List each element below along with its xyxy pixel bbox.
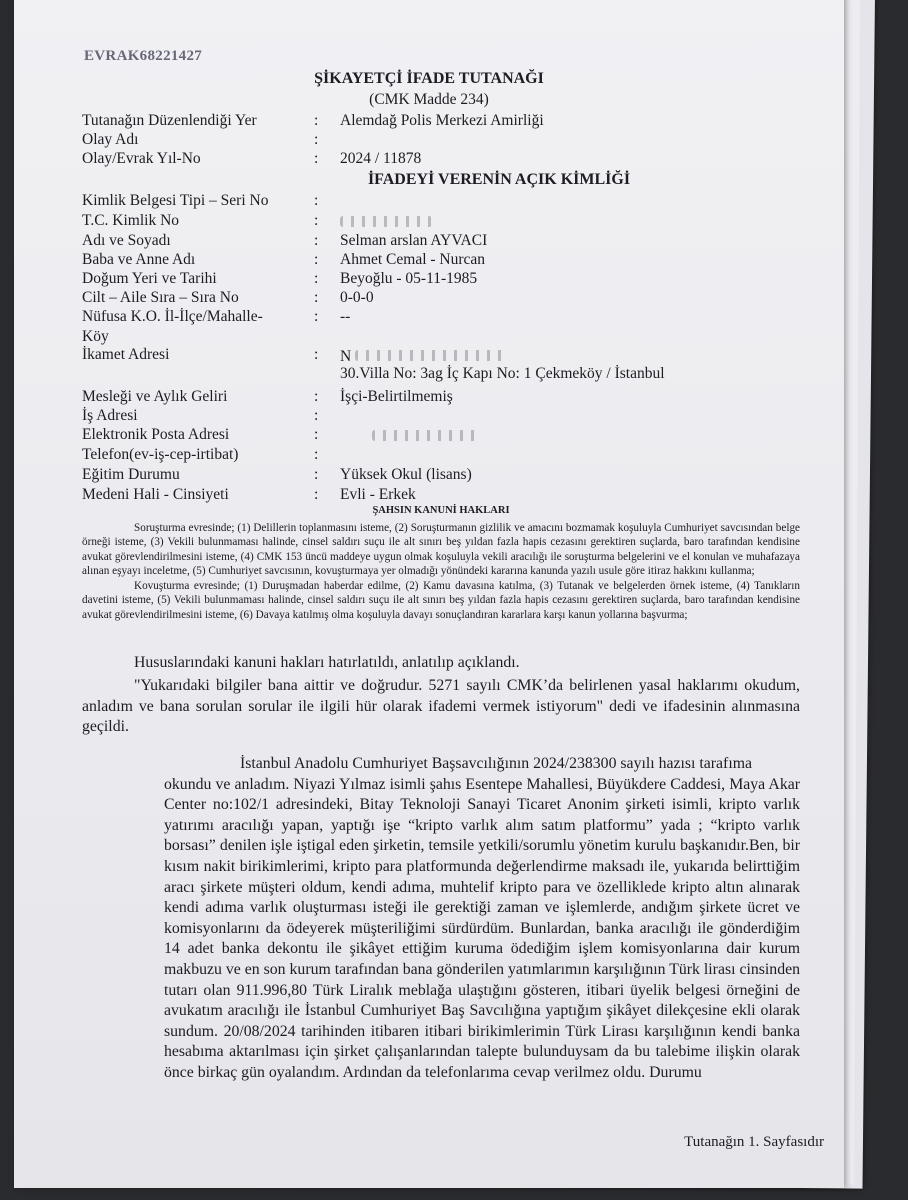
rights-prosecution: Kovuşturma evresinde; (1) Duruşmadan haberdar edilme, (2) Kamu davasına katılma, (3) Tutanak ve belgelerden örnek isteme, (4) Tanıkların davetini isteme, (5) Vekili bulunmaması halinde, cinsel saldırı suçu ile alt sınırı beş yıldan fazla hapis cezasını gerektiren suçlarda, baro tarafından kendisine avukat görevlendirilmesini isteme, (6) Davaya katılmış olma koşuluyla davayı sonuçlandıran kararlara karşı kanun yollarına başvurma; — [82, 579, 800, 621]
rights-investigation: Soruşturma evresinde; (1) Delillerin toplanmasını isteme, (2) Soruşturmanın gizlilik ve amacını bozmamak koşuluyla Cumhuriyet savcısından belge örneği isteme, (3) Vekili bulunmaması halinde, cinsel saldırı suçu ile alt sınırı beş yıldan fazla hapis cezasını gerektiren suçlarda, baro tarafından kendisine avukat görevlendirilmesini isteme, (4) CMK 153 üncü maddeye uygun olmak koşuluyla vekili aracılığı ile soruşturma belgelerini ve el konulan ve muhafazaya alınan eşyayı inceletme, (5) Cumhuriyet savcısının, kovuşturmaya yer olmadığı yönündeki kararına kanunda yazılı usule göre itiraz hakkını kullanma; — [82, 521, 800, 577]
field-id-document: Kimlik Belgesi Tipi – Seri No : — [82, 192, 319, 209]
document-page — [14, 0, 844, 1188]
statement-text: okundu ve anladım. Niyazi Yılmaz isimli şahıs Esentepe Mahallesi, Büyükdere Caddesi, Maya Akar Center no:102/1 adresindeki, Bitay Teknoloji Sanayi Ticaret Anonim şirketi isimli, kripto varlık yatırımı aracılığı yapan, yaptığı işe “kripto varlık alım satım platformu” yada ; “kripto varlık borsası” denilen işle iştigal eden şirketin, temsile yetkili/sorumlu yönetim kurulu başkanıdır.Ben, bir kısım nakit birikimlerimi, kripto para platformunda değerlendirme maksadı ile, yukarıda belirttiğim aracı şirkete müşteri oldum, kendi adıma, muhtelif kripto para ve özelliklede kripto altın alınarak kendi adıma varlık oluşturması isteği ile gerektiği zaman ve işlemlerde, andığım şirkete ücret ve komisyonlarını da ödeyerek müşteriliğimi sürdürdüm. Bunlardan, banka aracılığı ile gönderdiğim 14 adet banka dekontu ile şikâyet ettiğim kuruma ödediğim işlem komisyonlarına dair kurum makbuzu ve en son kurum tarafından bana gönderilen yatımlarımın karşılığının Türk lirası cinsinden tutarı olan 911.996,80 Türk Liralık meblağa ulaştığını gösteren, itibari üyelik belgesi örneğini de avukatım aracılığı ile İstanbul Cumhuriyet Baş Savcılığına yaptığım şikâyet dilekçesine ekli olarak sundum. 20/08/2024 tarihinden itibaren itibari birikimlerimin Türk Lirası karşılığının kendi banka hesabıma aktarılması için şirket çalışanlarından talepte bulunduysam da bu talebime ilişkin olarak önce birkaç gün oyalandım. Ardından da telefonlarıma cevap verilmez oldu. Durumu — [164, 775, 800, 1081]
field-location: Tutanağın Düzenlendiği Yer : Alemdağ Polis Merkezi Amirliği — [82, 112, 544, 129]
statement-first-line: İstanbul Anadolu Cumhuriyet Başsavcılığının 2024/238300 sayılı hazısı tarafıma — [240, 755, 753, 772]
field-population-registry: Nüfusa K.O. İl-İlçe/Mahalle- Köy : -- — [82, 308, 351, 345]
field-education: Eğitim Durumu : Yüksek Okul (lisans) — [82, 466, 472, 483]
field-marital-status: Medeni Hali - Cinsiyeti : Evli - Erkek — [82, 486, 416, 503]
redacted-value — [372, 430, 482, 441]
field-parents: Baba ve Anne Adı : Ahmet Cemal - Nurcan — [82, 251, 486, 268]
field-email: Elektronik Posta Adresi : — [82, 426, 802, 446]
rights-reminded-line: Hususlarındaki kanuni hakları hatırlatıldı, anlatılıp açıklandı. — [134, 654, 520, 671]
redacted-value — [355, 350, 505, 361]
field-occupation: Mesleği ve Aylık Geliri : İşçi-Belirtilmemiş — [82, 388, 453, 405]
redacted-value — [340, 216, 432, 227]
section-title: İFADEYİ VERENİN AÇIK KİMLİĞİ — [367, 171, 631, 188]
document-title: ŞİKAYETÇİ İFADE TUTANAĞI — [314, 70, 544, 87]
field-event-number: Olay/Evrak Yıl-No : 2024 / 11878 — [82, 150, 422, 167]
field-phone: Telefon(ev-iş-cep-irtibat) : — [82, 446, 319, 463]
field-birth: Doğum Yeri ve Tarihi : Beyoğlu - 05-11-1985 — [82, 270, 478, 287]
field-event-name: Olay Adı : — [82, 131, 319, 148]
field-tc-number: T.C. Kimlik No : — [82, 212, 802, 232]
declaration: "Yukarıdaki bilgiler bana aittir ve doğrudur. 5271 sayılı CMK’da belirlenen yasal haklarımı okudum, anladım ve bana sorulan sorular ile ilgili hür olarak ifademi vermek istiyorum" dedi ve ifadesinin alınmasına geçildi. — [82, 677, 800, 736]
rights-title: ŞAHSIN KANUNİ HAKLARI — [372, 505, 510, 516]
evrak-number: EVRAK68221427 — [84, 48, 203, 64]
field-address: İkamet Adresi : N 30.Villa No: 3ag İç Kapı No: 1 Çekmeköy / İstanbul — [82, 346, 665, 382]
field-work-address: İş Adresi : — [82, 407, 319, 424]
field-registry: Cilt – Aile Sıra – Sıra No : 0-0-0 — [82, 289, 374, 306]
document-subtitle: (CMK Madde 234) — [369, 91, 489, 108]
field-full-name: Adı ve Soyadı : Selman arslan AYVACI — [82, 232, 488, 249]
legal-rights — [82, 504, 800, 622]
statement-body — [164, 754, 800, 1084]
page-footer: Tutanağın 1. Sayfasıdır — [684, 1134, 824, 1150]
